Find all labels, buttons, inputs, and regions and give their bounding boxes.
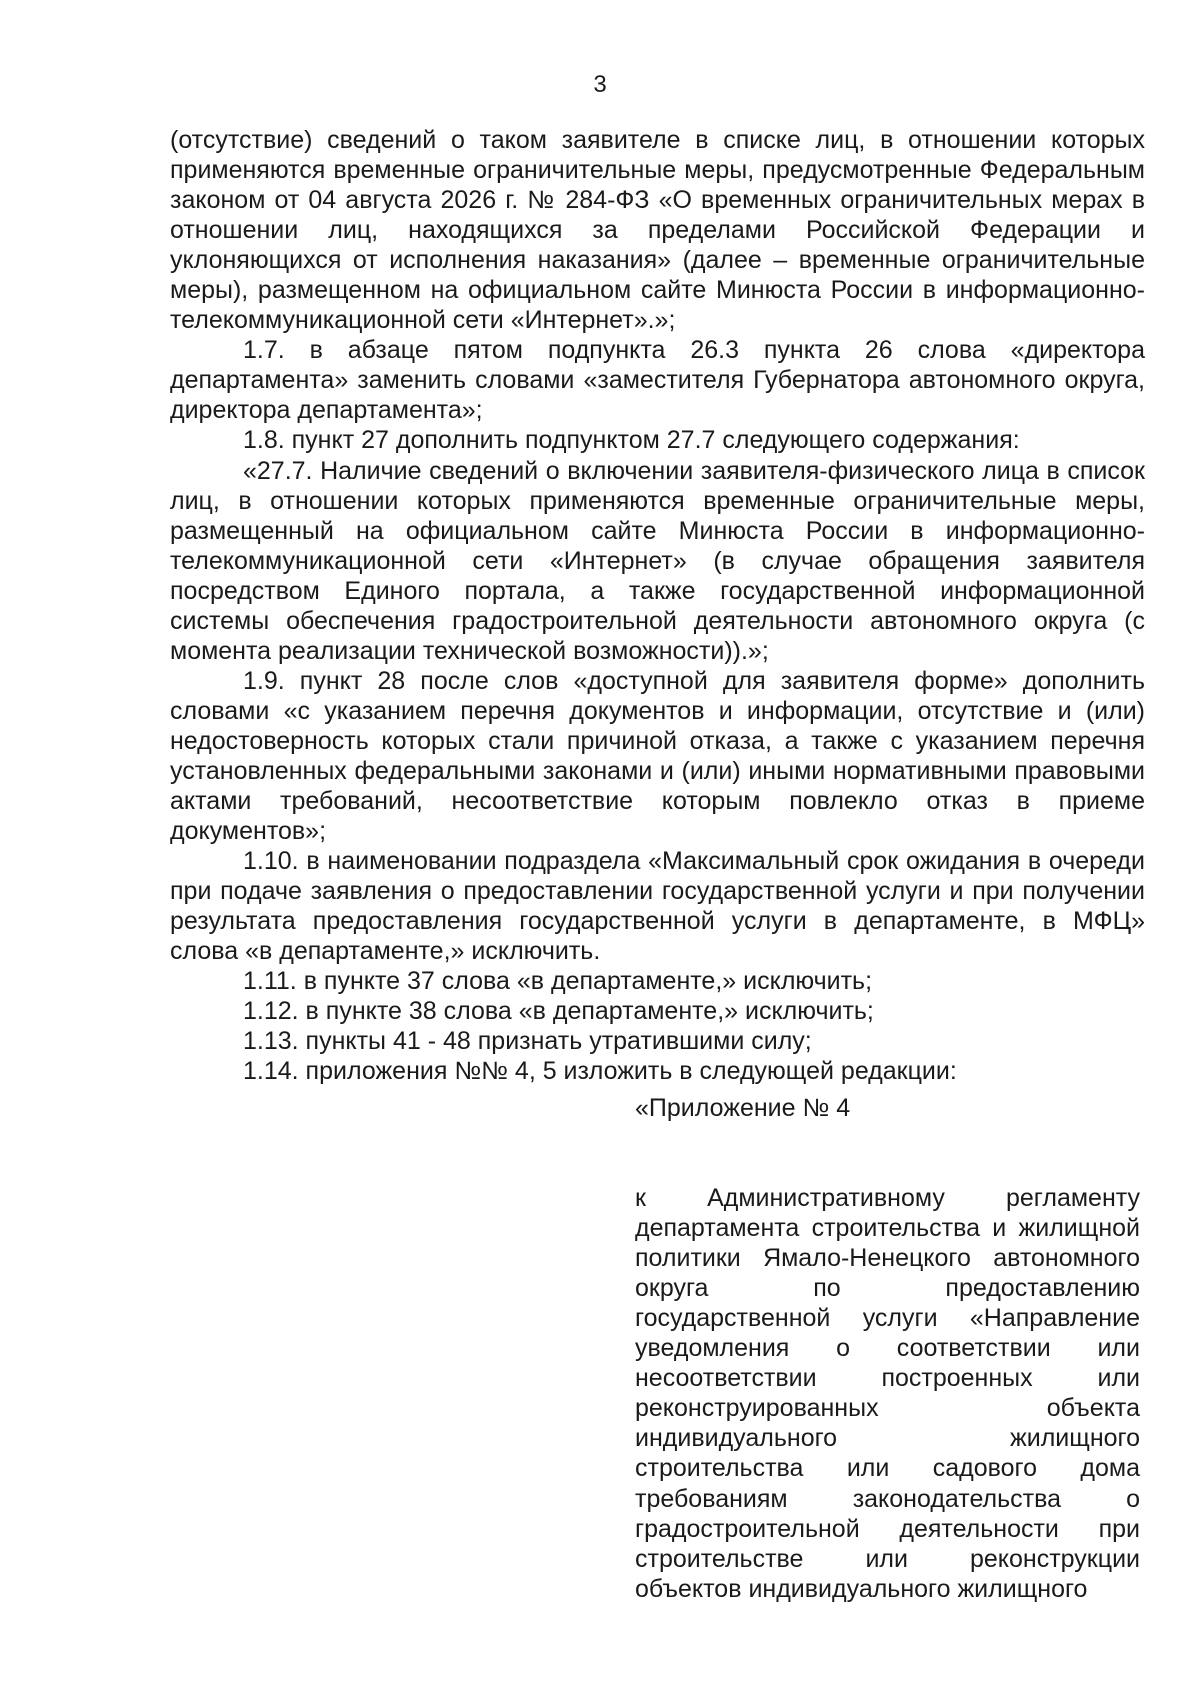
paragraph-1-8: 1.8. пункт 27 дополнить подпунктом 27.7 следующего содержания:	[243, 426, 1020, 455]
paragraph-27-7: «27.7. Наличие сведений о включении заявителя-физического лица в список лиц, в отношении которых применяются временные ограничительные меры, размещенный на официальном сайте Минюста России в информационно-телекоммуникационной сети «Интернет» (в случае обращения заявителя посредством Единого портала, а также государственной информационной системы обеспечения градостроительной деятельности автономного округа (с момента реализации технической возможности)).»;	[170, 456, 1145, 665]
appendix-title: «Приложение № 4	[635, 1094, 851, 1122]
paragraph-1-10: 1.10. в наименовании подраздела «Максимальный срок ожидания в очереди при подаче заявления о предоставлении государственной услуги и при получении результата предоставления государственной услуги в департаменте, в МФЦ» слова «в департаменте,» исключить.	[170, 847, 1145, 966]
document-body	[170, 125, 1145, 1087]
paragraph-continuation: (отсутствие) сведений о таком заявителе в списке лиц, в отношении которых применяются временные ограничительные меры, предусмотренные Федеральным законом от 04 августа 2026 г. № 284-ФЗ «О временных ограничительных мерах в отношении лиц, находящихся за пределами Российской Федерации и уклоняющихся от исполнения наказания» (далее – временные ограничительные меры), размещенном на официальном сайте Минюста России в информационно-телекоммуникационной сети «Интернет».»;	[170, 126, 1145, 335]
paragraph-1-13: 1.13. пункты 41 - 48 признать утратившими силу;	[243, 1027, 812, 1056]
paragraph-1-14: 1.14. приложения №№ 4, 5 изложить в следующей редакции:	[243, 1057, 957, 1086]
paragraph-1-12: 1.12. в пункте 38 слова «в департаменте,» исключить;	[243, 997, 874, 1026]
paragraph-1-9: 1.9. пункт 28 после слов «доступной для заявителя форме» дополнить словами «с указанием перечня документов и информации, отсутствие и (или) недостоверность которых стали причиной отказа, а также с указанием перечня установленных федеральными законами и (или) иными нормативными правовыми актами требований, несоответствие которым повлекло отказ в приеме документов»;	[170, 666, 1145, 846]
paragraph-1-11: 1.11. в пункте 37 слова «в департаменте,» исключить;	[243, 967, 873, 996]
appendix-body: к Административному регламенту департамента строительства и жилищной политики Ямало-Ненецкого автономного округа по предоставлению государственной услуги «Направление уведомления о соответствии или несоответствии построенных или реконструированных объекта индивидуального жилищного строительства или садового дома требованиям законодательства о градостроительной деятельности при строительстве или реконструкции объектов индивидуального жилищного	[635, 1184, 1140, 1603]
paragraph-1-7: 1.7. в абзаце пятом подпункта 26.3 пункта 26 слова «директора департамента» заменить словами «заместителя Губернатора автономного округа, директора департамента»;	[170, 336, 1145, 425]
page-number: 3	[593, 71, 607, 98]
appendix-block	[635, 1093, 1140, 1604]
